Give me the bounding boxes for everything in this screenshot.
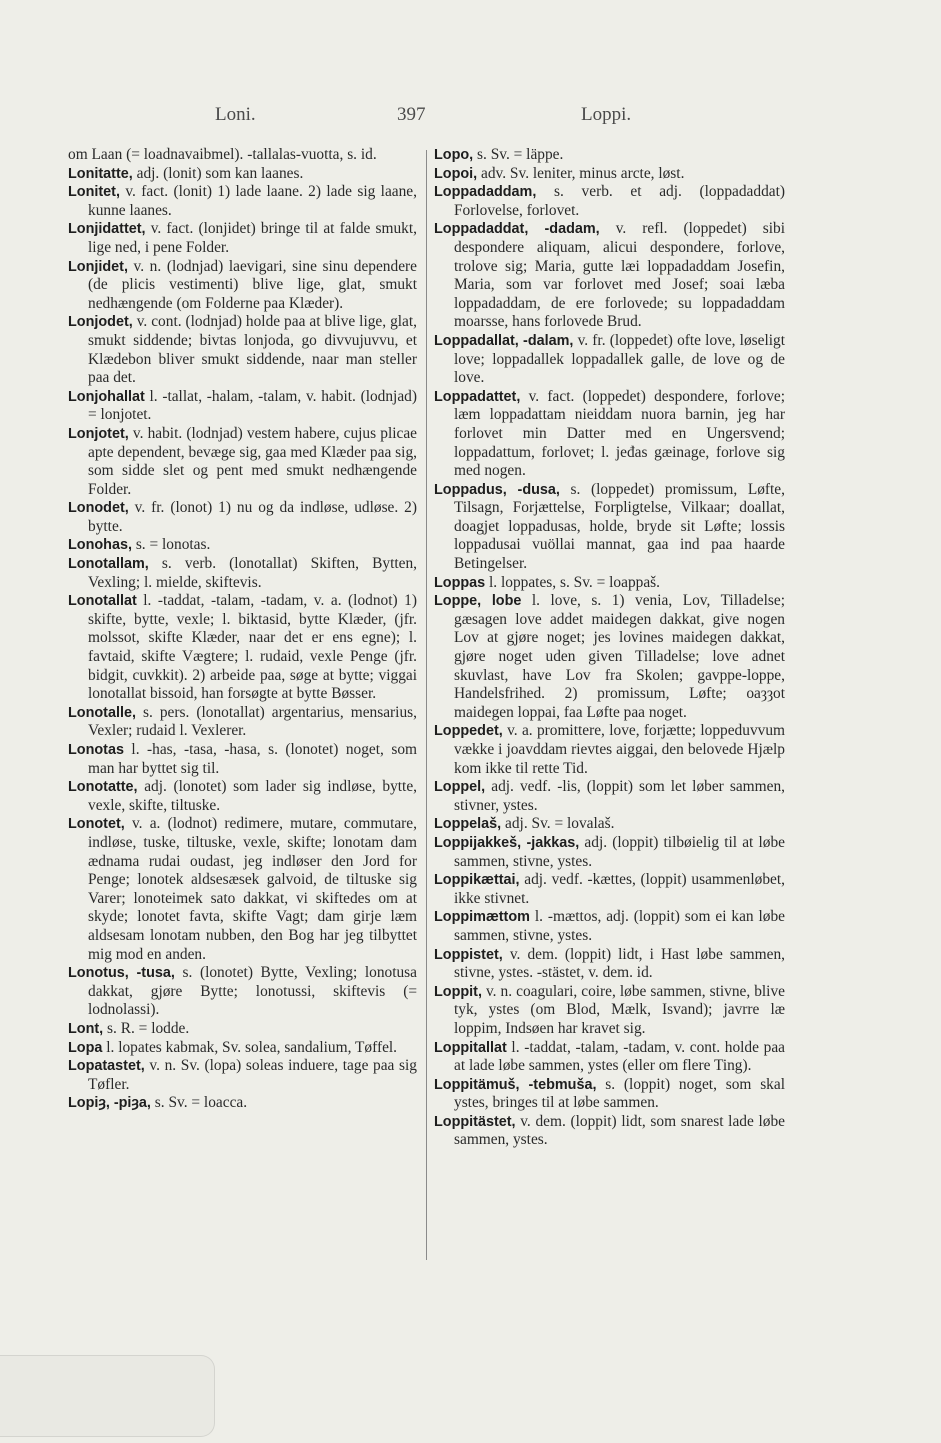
entry-definition: v. n. coagulari, coire, løbe sammen, stivne, blive tyk, ystes (om Blod, Mælk, Isvand); javrre læ loppim, Indsøen har kravet sig. — [454, 982, 785, 1037]
entry-headword: Lopa — [68, 1039, 103, 1056]
entry-headword: Lonotet, — [68, 816, 125, 833]
dictionary-entry — [68, 741, 417, 778]
entry-definition: l. -taddat, -talam, -tadam, v. cont. holde paa at lade løbe sammen, ystes (eller om flere Ting). — [454, 1038, 785, 1075]
entry-definition: adj. vedf. -kættes, (loppit) usammenløbet, ikke stivnet. — [454, 871, 785, 907]
dictionary-entry — [434, 983, 785, 1039]
entry-definition: v. dem. (loppit) lidt, som snarest lade løbe sammen, ystes. — [454, 1112, 785, 1149]
dictionary-entry — [68, 258, 417, 314]
entry-headword: Loppit, — [434, 983, 482, 1000]
entry-definition: v. fr. (lonot) 1) nu og da indløse, udløse. 2) bytte. — [88, 499, 417, 535]
entry-headword: Loppas — [434, 574, 486, 591]
entry-headword: Loppikættai, — [434, 872, 520, 889]
dictionary-entry — [68, 1057, 417, 1094]
dictionary-entry — [68, 778, 417, 815]
entry-definition: adj. Sv. = lovalaš. — [501, 815, 615, 833]
entry-headword: Lonotas — [68, 742, 124, 758]
entry-definition: s. (loppedet) promissum, Løfte, Tilsagn, Forjættelse, Forpligtelse, Vilkaar; doallat, doagjet loppadusas, holde, bryde sit Løfte; lossis loppadusai vuöllai mannat, gaa ind paa haarde Betingelser. — [454, 480, 785, 573]
entry-definition: l. loppates, s. Sv. = loappaš. — [485, 573, 660, 591]
dictionary-entry — [434, 165, 785, 184]
entry-headword: Loppitästet, — [434, 1113, 516, 1130]
right-column — [434, 146, 785, 1150]
entry-definition: adj. vedf. -lis, (loppit) som let løber sammen, stivner, ystes. — [454, 778, 785, 814]
entry-definition: s. Sv. = loacca. — [150, 1094, 248, 1112]
dictionary-entry — [68, 1094, 417, 1113]
entry-headword: Lonjohallat — [68, 388, 145, 405]
entry-definition: v. a. (lodnot) redimere, mutare, commutare, indløse, tuske, tiltuske, vexle, skifte; lonotam dam ædnama rudai oudast, jeg indløser den Jord for Penge; lonotek aldsesæsek galvoid, de tiltuske sig Varer; lonoteimek sato dakkat, vi skiftedes om at skyde; lonotet favta, skifte Vagt; dam girje læm aldsesam lonotam nubben, den Bog har jeg tilbyttet mig mod en anden. — [88, 815, 417, 963]
entry-definition: v. fact. (lonjidet) bringe til at falde smukt, lige ned, i pene Folder. — [88, 220, 417, 256]
entry-definition: adv. Sv. leniter, minus arcte, løst. — [477, 164, 685, 182]
dictionary-entry — [434, 183, 785, 220]
entry-definition: s. verb. et adj. (loppadaddat) Forlovelse, forlovet. — [454, 183, 785, 219]
entry-headword: Lonodet, — [68, 500, 129, 517]
entry-headword: Lonotalle, — [68, 704, 136, 721]
entry-headword: Lonotallam, — [68, 556, 149, 573]
dictionary-entry — [68, 592, 417, 704]
entry-definition: s. (loppit) noget, som skal ystes, bringes til at løbe sammen. — [454, 1075, 785, 1112]
entry-definition: v. n. (lodnjad) laevigari, sine sinu dependere (de plicis vestimenti) blive lige, glat, smukt nedhængende (om Folderne paa Klæder). — [88, 257, 417, 312]
entry-definition: v. fact. (lonit) 1) lade laane. 2) lade sig laane, kunne laanes. — [88, 183, 417, 219]
dictionary-entry — [434, 146, 785, 165]
dictionary-entry — [68, 388, 417, 425]
running-head-left: Loni. — [215, 104, 256, 125]
entry-definition: v. n. Sv. (lopa) soleas induere, tage paa sig Tøfler. — [88, 1057, 417, 1093]
dictionary-entry — [434, 574, 785, 593]
entry-headword: Loppadaddat, -dadam, — [434, 221, 600, 238]
dictionary-entry — [68, 1020, 417, 1039]
dictionary-entry — [434, 1039, 785, 1076]
entry-headword: Loppelaš, — [434, 816, 502, 833]
dictionary-entry — [68, 499, 417, 536]
library-stamp — [0, 1355, 215, 1437]
entry-headword: Lonitatte, — [68, 165, 133, 182]
entry-definition: l. -mættos, adj. (loppit) som ei kan løbe sammen, stivne, ystes. — [454, 908, 785, 944]
entry-headword: Loppadaddam, — [434, 184, 537, 201]
dictionary-entry — [434, 481, 785, 574]
dictionary-entry — [68, 964, 417, 1020]
dictionary-entry — [68, 183, 417, 220]
entry-headword: Lopo, — [434, 147, 474, 163]
entry-headword: Loppel, — [434, 779, 486, 796]
dictionary-entry — [68, 1039, 417, 1058]
entry-definition: adj. (lonotet) som lader sig indløse, bytte, vexle, skifte, tiltuske. — [88, 778, 417, 814]
dictionary-entry — [434, 1076, 785, 1113]
dictionary-entry — [434, 815, 785, 834]
entry-headword: Lonohas, — [68, 537, 132, 554]
entry-headword: Loppadattet, — [434, 388, 521, 405]
entry-headword: Loppadallat, -dalam, — [434, 332, 574, 349]
entry-definition: v. cont. (lodnjad) holde paa at blive lige, glat, smukt siddende; bivtas lonjoda, go divvujuvvu, et Klædebon bliver smukt siddende, naar man steller paa det. — [88, 313, 417, 387]
entry-definition: v. fr. (loppedet) ofte love, løseligt love; loppadallek loppadallek galle, de love og de love. — [454, 331, 785, 387]
entry-definition: om Laan (= loadnavaibmel). -tallalas-vuotta, s. id. — [68, 146, 377, 163]
dictionary-entry — [434, 220, 785, 332]
entry-headword: Loppistet, — [434, 946, 503, 963]
dictionary-entry — [434, 592, 785, 722]
entry-headword: Lopatastet, — [68, 1058, 145, 1075]
entry-definition: v. a. promittere, love, forjætte; loppeduvvum vække i joavddam rievtes aiggai, den belovede Hjælp kom ikke til rette Tid. — [454, 722, 785, 777]
dictionary-entry — [68, 165, 417, 184]
dictionary-entry — [434, 778, 785, 815]
entry-definition: l. -taddat, -talam, -tadam, v. a. (lodnot) 1) skifte, bytte, vexle; l. biktasid, bytte Klæder, (jfr. molssot, skifte Klæder, naar det er ens egne); l. favtaid, skifte Vægtere; l. rudaid, vexle Penge (jfr. bidgit, cuvkkit). 2) arbeide paa, søge at bytte; viggai lonotallat bissoid, han forsøgte at bytte Bøsser. — [88, 592, 417, 703]
entry-headword: Lopoi, — [434, 165, 478, 182]
entry-definition: v. refl. (loppedet) sibi despondere aliquam, alicui despondere, forlove, trolove sig; Maria, gutte læi loppadaddam Josefin, Maria, som var forlovet med Josef; soai læba loppadaddam, de ere forlovede; su loppadaddam moarsse, hans forlovede Brud. — [454, 220, 785, 331]
entry-definition: v. fact. (loppedet) despondere, forlove; læm loppadattam nieiddam nuora barnin, jeg har forlovet min Datter med en Ungersvend; loppadattum, forlovet; l. jeđas gæinage, forlove sig med nogen. — [454, 387, 785, 480]
dictionary-entry — [434, 1113, 785, 1150]
entry-headword: Loppijakkeš, -jakkas, — [434, 834, 580, 851]
dictionary-entry — [434, 871, 785, 908]
entry-definition: l. -has, -tasa, -hasa, s. (lonotet) noget, som man har byttet sig til. — [88, 741, 417, 777]
dictionary-entry — [434, 908, 785, 945]
dictionary-entry — [434, 722, 785, 778]
dictionary-entry — [68, 555, 417, 592]
entry-headword: Lonjotet, — [68, 425, 129, 442]
entry-definition: adj. (loppit) tilbøielig til at løbe sammen, stivne, ystes. — [454, 833, 785, 870]
entry-headword: Lonjidattet, — [68, 221, 146, 238]
entry-headword: Lonotus, -tusa, — [68, 965, 175, 982]
entry-headword: Loppedet, — [434, 723, 503, 740]
dictionary-entry — [68, 220, 417, 257]
entry-headword: Lonotatte, — [68, 779, 138, 796]
entry-headword: Loppadus, -dusa, — [434, 481, 560, 498]
dictionary-entry — [68, 313, 417, 387]
entry-definition: l. lopates kabmak, Sv. solea, sandalium, Tøffel. — [102, 1038, 398, 1056]
page-number: 397 — [397, 104, 426, 125]
entry-definition: s. = lonotas. — [131, 536, 211, 554]
dictionary-entry — [68, 536, 417, 555]
dictionary-entry — [68, 815, 417, 964]
entry-definition: v. dem. (loppit) lidt, i Hast løbe sammen, stivne, ystes. -stästet, v. dem. id. — [454, 945, 785, 982]
left-column — [68, 146, 417, 1113]
entry-definition: l. love, s. 1) venia, Lov, Tilladelse; gæsagen love addet maidegen dakkat, give nogen Lov at gjøre noget; jes lovines maidegen dakkat, gjøre noget uden given Tilladelse; love adnet skuvlast, have Lov fra Skolen; gavppe-loppe, Handelsfrihed. 2) promissum, Løfte; oaȝȝot maidegen loppai, faa Løfte paa noget. — [454, 592, 785, 721]
entry-definition: v. habit. (lodnjad) vestem habere, cujus plicae apte dependent, bevæge sig, gaa med Klæder paa sig, som sidde slet og pent med smukt nedhængende Folder. — [88, 424, 417, 498]
entry-headword: Lonjodet, — [68, 314, 133, 331]
entry-definition: s. verb. (lonotallat) Skiften, Bytten, Vexling; l. mielde, skiftevis. — [88, 555, 417, 591]
dictionary-entry — [434, 332, 785, 388]
entry-definition: s. Sv. = läppe. — [473, 146, 564, 163]
entry-definition: s. pers. (lonotallat) argentarius, mensarius, Vexler; rudaid l. Vexlerer. — [88, 703, 417, 740]
running-head-right: Loppi. — [581, 104, 632, 125]
dictionary-entry — [434, 388, 785, 481]
column-divider — [426, 150, 427, 1260]
dictionary-entry — [434, 834, 785, 871]
entry-definition: adj. (lonit) som kan laanes. — [132, 164, 304, 182]
dictionary-entry — [434, 946, 785, 983]
entry-headword: Lont, — [68, 1020, 104, 1037]
entry-definition: s. (lonotet) Bytte, Vexling; lonotusa dakkat, gjøre Bytte; lonotussi, skiftevis (= lodnolassi). — [88, 964, 417, 1019]
entry-headword: Lonitet, — [68, 184, 120, 201]
entry-definition: l. -tallat, -halam, -talam, v. habit. (lodnjad) = lonjotet. — [88, 387, 417, 424]
dictionary-entry — [68, 704, 417, 741]
entry-headword: Lonotallat — [68, 593, 137, 610]
entry-definition: s. R. = lodde. — [103, 1019, 190, 1037]
entry-headword: Loppitämuš, -tebmuša, — [434, 1076, 597, 1093]
entry-headword: Lonjidet, — [68, 258, 128, 275]
entry-headword: Loppe, lobe — [434, 593, 522, 610]
dictionary-entry — [68, 146, 417, 165]
entry-headword: Lopiȝ, -piȝa, — [68, 1095, 151, 1112]
entry-headword: Loppimættom — [434, 909, 530, 926]
dictionary-entry — [68, 425, 417, 499]
entry-headword: Loppitallat — [434, 1039, 507, 1056]
